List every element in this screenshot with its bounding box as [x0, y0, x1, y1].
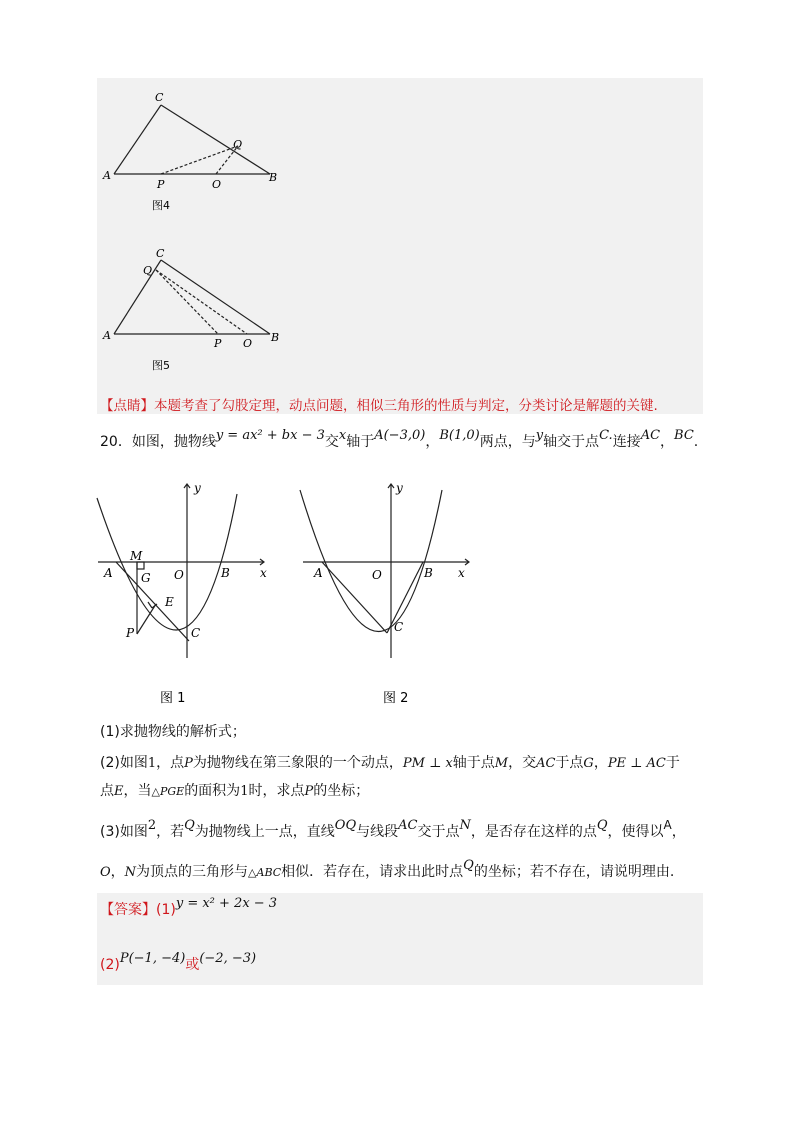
answer-point-1: P(−1, −4): [119, 951, 186, 966]
part-2-line-2: [100, 781, 369, 802]
figure-4: [97, 85, 297, 215]
p2-text: 于: [665, 755, 680, 771]
p2-text: 轴于点: [452, 755, 495, 771]
p2-point-e: E: [114, 784, 124, 799]
fig4-caption: 图4: [152, 199, 170, 212]
q20-bc: BC: [674, 428, 694, 443]
q20-x: x: [338, 428, 347, 443]
g2-label-o: O: [372, 568, 382, 582]
q20-equation: y = ax² + bx − 3: [215, 428, 325, 443]
g1-label-b: B: [221, 566, 230, 580]
comment-text: 本题考查了勾股定理，动点问题，相似三角形的性质与判定，分类讨论是解题的关键.: [154, 398, 658, 414]
p2-text: 点: [100, 783, 114, 799]
p3-point-n: N: [459, 818, 471, 833]
g1-label-m: M: [130, 549, 143, 563]
p3-text: 交于点: [417, 824, 460, 840]
fig4-label-a: A: [103, 169, 111, 182]
g2-label-c: C: [394, 620, 404, 634]
p2-text: (2)如图: [100, 755, 148, 771]
answer-tag: 【答案】: [100, 902, 156, 918]
q20-text: .: [693, 434, 699, 450]
fig5-label-a: A: [103, 329, 111, 342]
fig4-label-c: C: [155, 91, 164, 104]
p2-point-g: G: [583, 756, 594, 771]
p2-point-p: P: [184, 756, 193, 771]
q20-text: 轴交于点: [543, 434, 600, 450]
g1-caption: 图 1: [160, 691, 186, 706]
g1-label-c: C: [191, 626, 201, 640]
q20-text: 交: [324, 434, 339, 450]
p3-text: 为抛物线上一点，直线: [194, 824, 335, 840]
p3-text: 相似．若存在，请求出此时点: [281, 864, 464, 880]
g1-label-e: E: [165, 595, 174, 609]
p3-ac: AC: [398, 818, 418, 833]
g1-label-o: O: [174, 568, 184, 582]
p3-point-a: A: [663, 818, 672, 832]
question-20-intro: [100, 428, 699, 453]
g1-label-p: P: [126, 626, 135, 640]
p2-text: ，当: [123, 783, 152, 799]
answer-line-2: [100, 951, 257, 976]
g1-label-g: G: [141, 571, 151, 585]
p2-area-value: 1: [240, 784, 249, 799]
p3-triangle-abc: △ABC: [248, 866, 282, 879]
part-3-line-2: [100, 858, 675, 883]
p3-text: 为顶点的三角形与: [136, 864, 249, 880]
p3-text: 与线段: [356, 824, 399, 840]
answer-part-2-label: (2): [100, 957, 120, 973]
p2-point-p: P: [304, 784, 314, 799]
q20-text: 轴于: [346, 434, 375, 450]
p2-pe: PE ⊥ AC: [607, 756, 666, 771]
p2-text: 的面积为: [184, 783, 241, 799]
p3-text: ，是否存在这样的点: [470, 824, 597, 840]
p3-point-q: Q: [184, 818, 195, 833]
q20-point-c: C.: [599, 428, 613, 443]
q20-point-a: A(−3,0): [374, 428, 426, 443]
fig4-label-q: Q: [233, 138, 243, 151]
fig4-label-b: B: [269, 171, 278, 184]
g2-label-b: B: [424, 566, 433, 580]
fig5-label-p: P: [214, 337, 222, 350]
p2-triangle-pge: △PGE: [151, 785, 185, 798]
answer-line-1: [100, 896, 278, 921]
p2-text: ，点: [156, 755, 185, 771]
g2-label-x: x: [458, 566, 465, 580]
p3-point-q: Q: [463, 858, 474, 873]
fig5-caption: 图5: [152, 359, 170, 372]
p2-text: ，交: [508, 755, 537, 771]
fig5-label-o: O: [243, 337, 253, 350]
answer-or: 或: [185, 957, 200, 973]
p2-point-m: M: [494, 756, 509, 771]
q20-text: ，: [425, 434, 440, 450]
fig4-label-o: O: [212, 178, 222, 191]
g1-label-x: x: [260, 566, 267, 580]
g2-caption: 图 2: [383, 691, 409, 706]
p3-text: ，: [110, 864, 125, 880]
p3-figure-number: 2: [147, 818, 157, 833]
answer-point-2: (−2, −3): [199, 951, 257, 966]
answer-part-1-label: (1): [156, 902, 176, 918]
p3-text: ，若: [156, 824, 185, 840]
fig4-label-p: P: [157, 178, 165, 191]
part-3-line-1: [100, 818, 686, 843]
fig5-label-q: Q: [143, 264, 153, 277]
fig5-label-b: B: [271, 331, 280, 344]
p2-text: 为抛物线在第三象限的一个动点，: [192, 755, 403, 771]
g1-label-y: y: [194, 481, 201, 495]
comment-line: [100, 396, 658, 416]
part-2-line-1: [100, 753, 680, 774]
q20-y: y: [535, 428, 544, 443]
p2-ac: AC: [536, 756, 556, 771]
q20-point-b: B(1,0): [439, 428, 480, 443]
part-1: (1)求抛物线的解析式；: [100, 724, 246, 740]
p3-point-n: N: [124, 865, 137, 880]
p2-figure-number: 1: [147, 756, 157, 771]
q20-text: 20．如图，抛物线: [100, 434, 216, 450]
q20-ac: AC: [640, 428, 661, 443]
g2-label-a: A: [314, 566, 323, 580]
q20-text: 两点，与: [479, 434, 536, 450]
q20-text: ，: [660, 434, 675, 450]
p2-text: 于点: [555, 755, 584, 771]
answer-equation: y = x² + 2x − 3: [175, 896, 278, 911]
p3-point-q: Q: [596, 818, 608, 833]
p3-text: ，: [671, 824, 686, 840]
comment-tag: 【点睛】: [100, 398, 154, 414]
figure-5: [97, 245, 297, 375]
p2-text: ，: [593, 755, 608, 771]
p2-text: 的坐标；: [313, 783, 370, 799]
graph-2: [295, 478, 485, 718]
p3-point-o: O: [100, 865, 111, 880]
p3-oq: OQ: [334, 818, 357, 833]
g2-label-y: y: [396, 481, 403, 495]
p3-text: 的坐标；若不存在，请说明理由.: [473, 864, 675, 880]
q20-text: 连接: [612, 434, 641, 450]
p2-pm: PM ⊥ x: [402, 756, 453, 771]
fig5-label-c: C: [156, 247, 165, 260]
p2-text: 时，求点: [248, 783, 305, 799]
graph-1: [90, 478, 280, 718]
p3-text: ，使得以: [607, 824, 664, 840]
g1-label-a: A: [104, 566, 113, 580]
p3-text: (3)如图: [100, 824, 148, 840]
